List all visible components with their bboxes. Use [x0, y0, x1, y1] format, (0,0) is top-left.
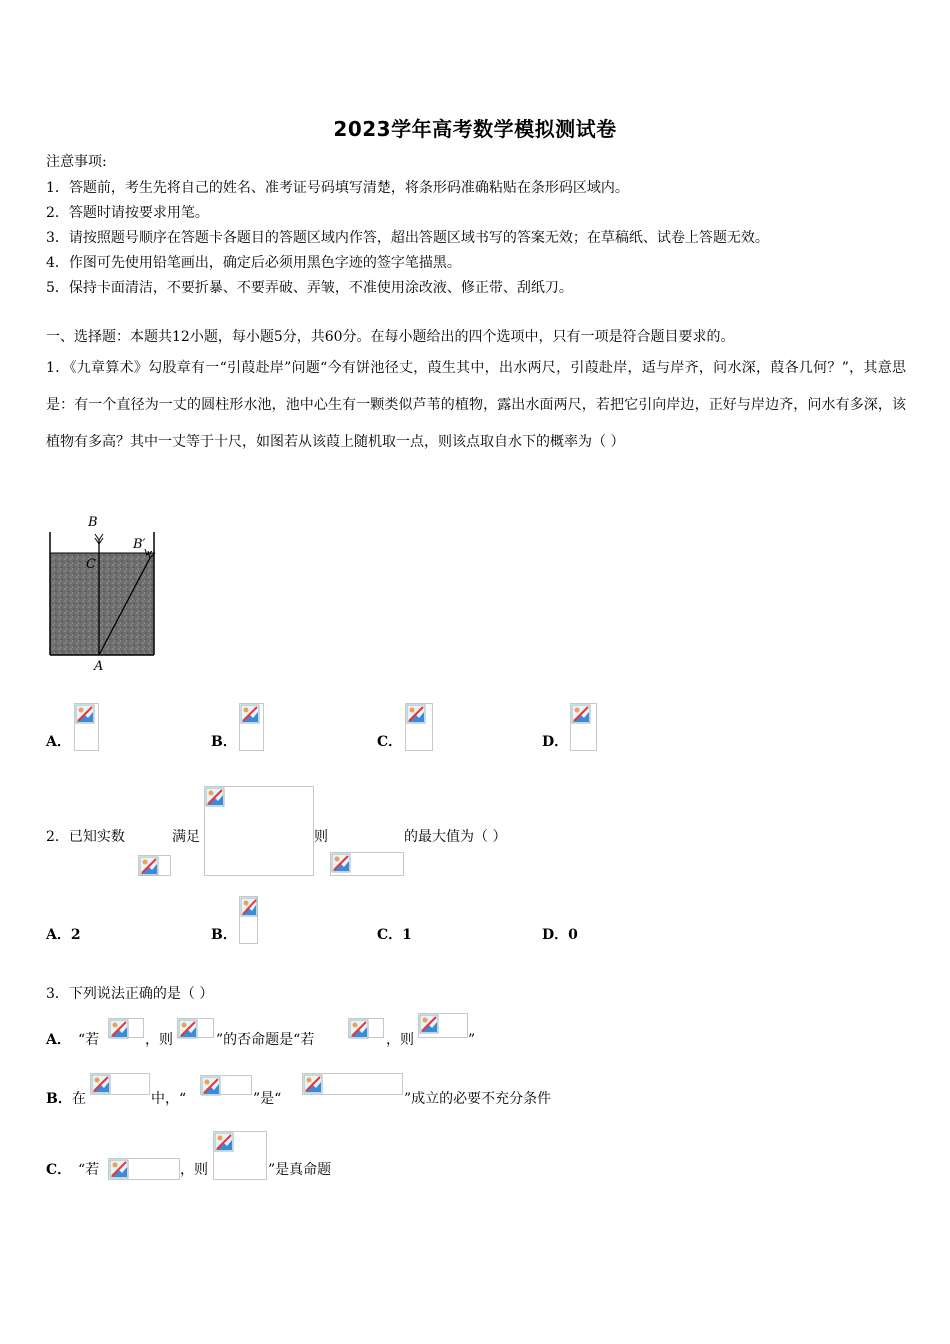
q2-option-a[interactable]: A．2: [46, 927, 81, 943]
question-1-text: 1．《九章算术》勾股章有一“引葭赴岸”问题“今有饼池径丈，葭生其中，出水两尺，引葭赴岸，适与岸齐，问水深，葭各几何？”，其意思是：有一个直径为一丈的圆柱形水池，池中心生有一颗类似芦苇的植物，露出水面两尺，若把它引向岸边，正好与岸边齐，问水有多深，该植物有多高？其中一丈等于十尺，如图若从该葭上随机取一点，则该点取自水下的概率为（ ）: [46, 360, 906, 450]
q2-prefix: 2．已知实数: [46, 829, 125, 845]
broken-image-icon: [303, 1074, 323, 1094]
broken-image-icon: [178, 1019, 198, 1039]
broken-image-icon: [406, 704, 426, 724]
q1-option-c-label[interactable]: C．: [377, 734, 403, 750]
q3-option-a-label[interactable]: A．: [46, 1032, 71, 1048]
label-c: C: [86, 557, 96, 572]
q3-b-image-3: [302, 1073, 403, 1095]
broken-image-icon: [91, 1074, 111, 1094]
page-title: 2023学年高考数学模拟测试卷: [333, 117, 617, 141]
q1-option-b-image: [239, 703, 264, 751]
q3-stem: 3．下列说法正确的是（ ）: [46, 986, 214, 1002]
q3-c-image-1: [108, 1158, 180, 1180]
q1-option-c-image: [405, 703, 433, 751]
broken-image-icon: [349, 1019, 369, 1039]
q2-option-b-image: [239, 896, 258, 944]
q3-b-text-3: ”是“: [253, 1091, 282, 1107]
q3-option-b-label[interactable]: B．: [46, 1091, 72, 1107]
q3-c-text-3: ”是真命题: [268, 1162, 332, 1178]
q2-constraints-image: [204, 786, 314, 876]
broken-image-icon: [205, 787, 225, 807]
q3-option-c-label[interactable]: C．: [46, 1162, 72, 1178]
broken-image-icon: [139, 856, 159, 876]
q3-a-text-2: ，则: [145, 1032, 173, 1048]
label-a: A: [94, 659, 104, 674]
broken-image-icon: [331, 853, 351, 873]
q3-a-image-4: [418, 1013, 468, 1038]
q3-c-text-1: “若: [78, 1162, 100, 1178]
q3-b-text-4: ”成立的必要不充分条件: [404, 1091, 552, 1107]
q3-b-text-2: 中，“: [151, 1091, 187, 1107]
q1-option-b-label[interactable]: B．: [211, 734, 237, 750]
q3-b-image-2: [200, 1075, 252, 1095]
q2-suffix: 的最大值为（ ）: [404, 829, 507, 845]
pool-figure: [40, 510, 170, 675]
q3-a-image-2: [177, 1018, 214, 1038]
broken-image-icon: [214, 1132, 234, 1152]
notice-heading: 注意事项:: [46, 154, 107, 170]
q2-option-b-label[interactable]: B．: [211, 927, 237, 943]
notice-item: 5．保持卡面清洁，不要折暴、不要弄破、弄皱，不准使用涂改液、修正带、刮纸刀。: [46, 280, 573, 296]
q3-b-image-1: [90, 1073, 150, 1095]
broken-image-icon: [571, 704, 591, 724]
q1-option-d-label[interactable]: D．: [542, 734, 569, 750]
q3-a-text-4: ，则: [386, 1032, 414, 1048]
q3-c-image-2: [213, 1131, 267, 1180]
q3-b-text-1: 在: [72, 1091, 86, 1107]
label-b: B: [88, 515, 98, 530]
q2-variables-image: [138, 855, 171, 876]
label-b-prime: B′: [133, 537, 146, 552]
broken-image-icon: [109, 1159, 129, 1179]
broken-image-icon: [240, 897, 258, 917]
q2-mid1: 满足: [172, 829, 200, 845]
q2-option-c[interactable]: C．1: [377, 927, 412, 943]
q3-a-image-3: [348, 1018, 384, 1038]
q3-c-text-2: ，则: [180, 1162, 208, 1178]
q2-mid2: 则: [314, 829, 328, 845]
notice-item: 4．作图可先使用铅笔画出，确定后必须用黑色字迹的签字笔描黑。: [46, 255, 461, 271]
section-heading: 一、选择题：本题共12小题，每小题5分，共60分。在每小题给出的四个选项中，只有一项是符合题目要求的。: [46, 329, 735, 345]
q1-option-a-label[interactable]: A．: [46, 734, 71, 750]
q2-expression-image: [330, 852, 404, 876]
notice-item: 3．请按照题号顺序在答题卡各题目的答题区域内作答，超出答题区域书写的答案无效；在草稿纸、试卷上答题无效。: [46, 230, 769, 246]
q1-option-d-image: [570, 703, 597, 751]
broken-image-icon: [109, 1019, 129, 1039]
q3-a-text-3: ”的否命题是“若: [216, 1032, 315, 1048]
q3-a-text-1: “若: [78, 1032, 100, 1048]
broken-image-icon: [201, 1076, 221, 1096]
broken-image-icon: [75, 704, 95, 724]
pool-diagram: [40, 510, 170, 675]
broken-image-icon: [419, 1014, 439, 1034]
q2-option-d[interactable]: D．0: [542, 927, 578, 943]
q3-a-image-1: [108, 1018, 144, 1038]
notice-item: 1．答题前，考生先将自己的姓名、准考证号码填写清楚，将条形码准确粘贴在条形码区域内。: [46, 180, 629, 196]
broken-image-icon: [240, 704, 260, 724]
q3-a-text-5: ”: [468, 1032, 476, 1048]
q1-option-a-image: [74, 703, 99, 751]
notice-item: 2．答题时请按要求用笔。: [46, 205, 209, 221]
